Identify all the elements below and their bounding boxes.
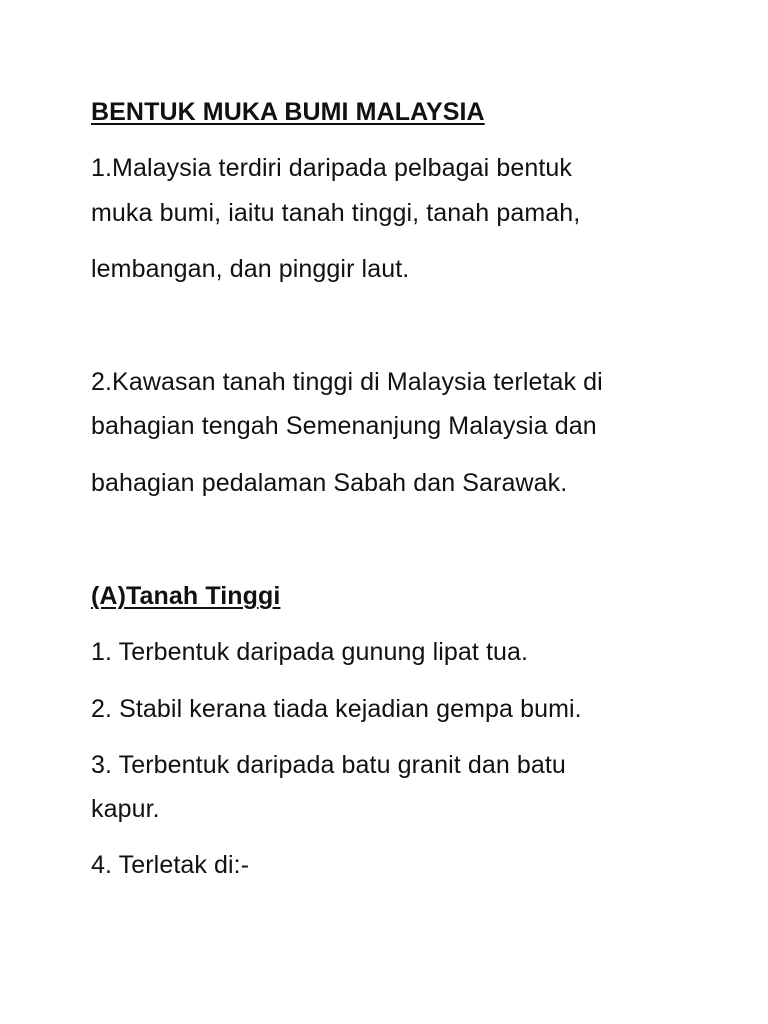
section-a-item-3-line-1: 3. Terbentuk daripada batu granit dan batu: [91, 751, 566, 779]
document-title: BENTUK MUKA BUMI MALAYSIA: [91, 98, 485, 126]
section-a-item-4: 4. Terletak di:-: [91, 851, 250, 879]
paragraph-1-line-3: lembangan, dan pinggir laut.: [91, 255, 410, 283]
paragraph-1-line-2: muka bumi, iaitu tanah tinggi, tanah pamah,: [91, 199, 581, 227]
section-a-item-3-line-2: kapur.: [91, 795, 160, 823]
paragraph-2-line-1: 2.Kawasan tanah tinggi di Malaysia terletak di: [91, 368, 603, 396]
paragraph-1-line-1: 1.Malaysia terdiri daripada pelbagai bentuk: [91, 154, 572, 182]
section-a-heading: (A)Tanah Tinggi: [91, 582, 281, 610]
section-a-item-1: 1. Terbentuk daripada gunung lipat tua.: [91, 638, 529, 666]
paragraph-2-line-3: bahagian pedalaman Sabah dan Sarawak.: [91, 469, 568, 497]
paragraph-2-line-2: bahagian tengah Semenanjung Malaysia dan: [91, 412, 597, 440]
section-a-item-2: 2. Stabil kerana tiada kejadian gempa bumi.: [91, 695, 582, 723]
